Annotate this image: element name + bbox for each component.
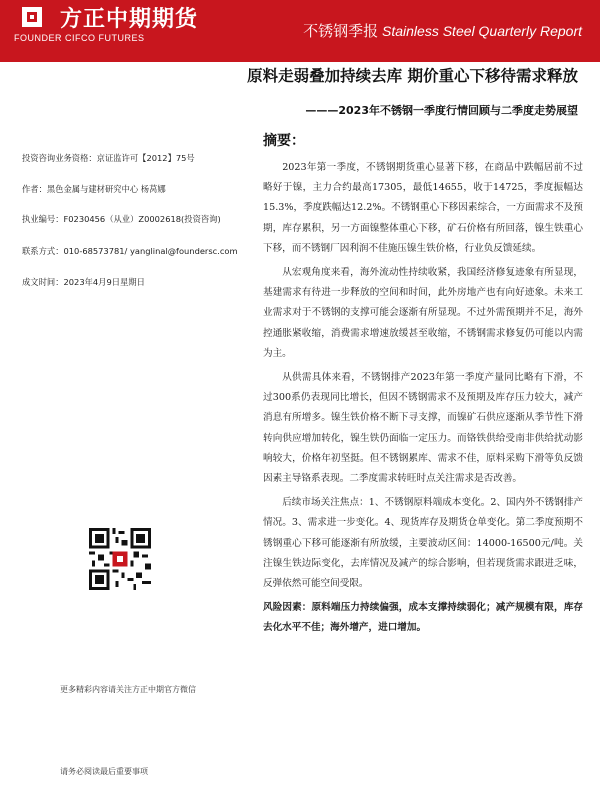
paragraph-supply-demand: 从供需具体来看，不锈钢排产2023年第一季度产量同比略有下滑，不过300系仍表现同比增长，但因不锈钢需求不及预期及库存压力较大，减产消息有所增多。镍生铁价格不断下寻支撑，而镍矿石供应逐渐从季节性下滑转向供应增加转化，镍生铁仍面临一定压力。而铬铁供给受南非供给扰动影响较大，价格年初坚挺。但不锈钢累库、需求不佳，原料采购下滑等负反馈因素主导铬系表现。二季度需求转旺时点关注需求是否改善。: [263, 372, 583, 485]
qr-caption: 更多精彩内容请关注方正中期官方微信: [60, 685, 196, 694]
report-type: [303, 20, 582, 41]
paragraph-outlook: 后续市场关注焦点：1、不锈钢原料端成本变化。2、国内外不锈钢排产情况。3、需求进一步变化。4、现货库存及期货仓单变化。第二季度预期不锈钢重心下移可能逐渐有所放缓，主要波动区间：14000-16500元/吨。关注镍生铁边际变化，去库情况及减产的综合影响，但若现货需求跟进乏味，反弹依然可能空间受限。: [263, 497, 583, 590]
author-info: 作者：黑色金属与建材研究中心 杨莴娜: [22, 184, 166, 194]
report-header-bar: [0, 0, 600, 62]
date-info: 成文时间：2023年4月9日星期日: [22, 277, 145, 287]
contact-info: 联系方式：010-68573781/ yanglinal@foundersc.com: [22, 246, 238, 256]
company-name-cn: 方正中期期货: [60, 7, 199, 32]
paragraph-market-review: 2023年第一季度，不锈钢期货重心显著下移，在商品中跌幅居前不过略好于镍，主力合约最高17305，最低14655，收于14725，季度振幅达15.3%，季度跌幅达12.2%。不锈钢重心下移因素综合，一方面需求不及预期，库存累积，另一方面镍整体重心下移，矿石价格有所回落，镍生铁重心下移，而不锈钢厂因利润不佳施压镍生铁价格，行业负反馈延续。: [263, 162, 583, 254]
wechat-qr-code-icon: [89, 528, 151, 590]
paragraph-macro: 从宏观角度来看，海外流动性持续收紧，我国经济修复迹象有所显现，基建需求有待进一步释放的空间和时间，此外房地产也有向好迹象。未来工业需求对于不锈钢的支撑可能会逐渐有所显现。不过外需预期并不足，海外控通胀紧收缩，消费需求增速放缓甚至收缩，不锈钢需求修复仍可能以内需为主。: [263, 267, 583, 359]
abstract-body: [263, 150, 583, 639]
license-info: 投资咨询业务资格：京证监许可【2012】75号: [22, 153, 195, 163]
sub-title: ———2023年不锈钢一季度行情回顾与二季度走势展望: [305, 104, 578, 117]
abstract-heading: 摘要：: [263, 133, 305, 149]
paragraph-risk-factors: 风险因素：原料端压力持续偏强，成本支撑持续弱化；减产规模有限，库存去化水平不佳；海外增产，进口增加。: [263, 602, 583, 634]
report-type-en: Stainless Steel Quarterly Report: [382, 23, 582, 39]
practice-number: 执业编号：F0230456（从业）Z0002618(投资咨询): [22, 214, 221, 224]
company-logo-icon: [16, 6, 56, 28]
report-type-cn: 不锈钢季报: [303, 23, 379, 40]
company-name-en: FOUNDER CIFCO FUTURES: [14, 33, 145, 43]
disclaimer-note: 请务必阅读最后重要事项: [60, 767, 148, 776]
main-title: 原料走弱叠加持续去库 期价重心下移待需求释放: [247, 67, 578, 85]
